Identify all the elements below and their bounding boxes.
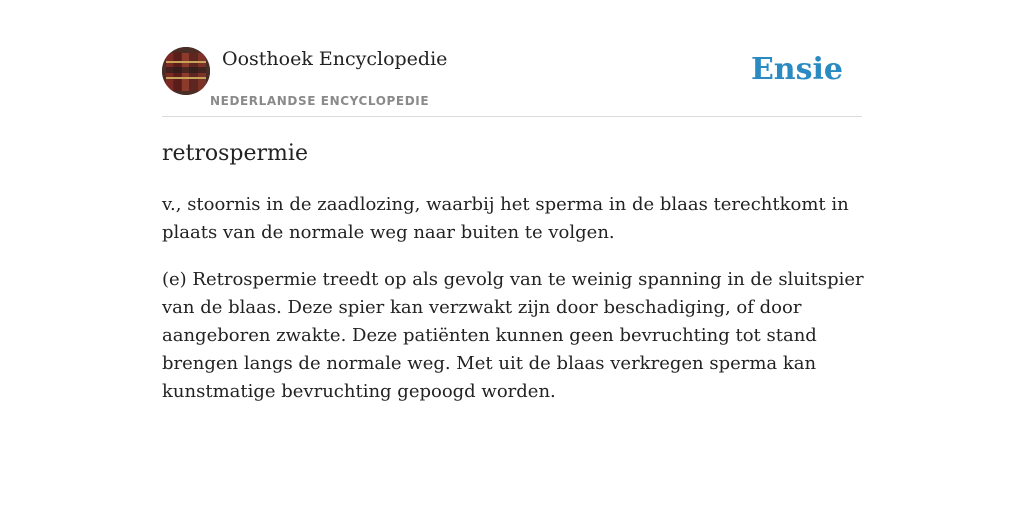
definition-paragraph: (e) Retrospermie treedt op als gevolg van te weinig spanning in de sluitspier van de blaas. Deze spier kan verzwakt zijn door beschadiging, of door aangeboren zwakte. Deze patiënten kunnen geen bevruchting tot stand brengen langs de normale weg. Met uit de blaas verkregen sperma kan kunstmatige bevruchting gepoogd worden. (162, 269, 864, 402)
entry-content (162, 138, 864, 406)
brand-logo[interactable]: Ensie (750, 52, 843, 87)
encyclopedia-books-icon[interactable] (162, 47, 210, 95)
site-header (162, 46, 862, 117)
site-name[interactable]: Oosthoek Encyclopedie (222, 48, 448, 70)
definition-paragraph: v., stoornis in de zaadlozing, waarbij het sperma in de blaas terechtkomt in plaats van de normale weg naar buiten te volgen. (162, 194, 849, 243)
site-subtitle: NEDERLANDSE ENCYCLOPEDIE (210, 94, 430, 108)
entry-title: retrospermie (162, 141, 308, 166)
